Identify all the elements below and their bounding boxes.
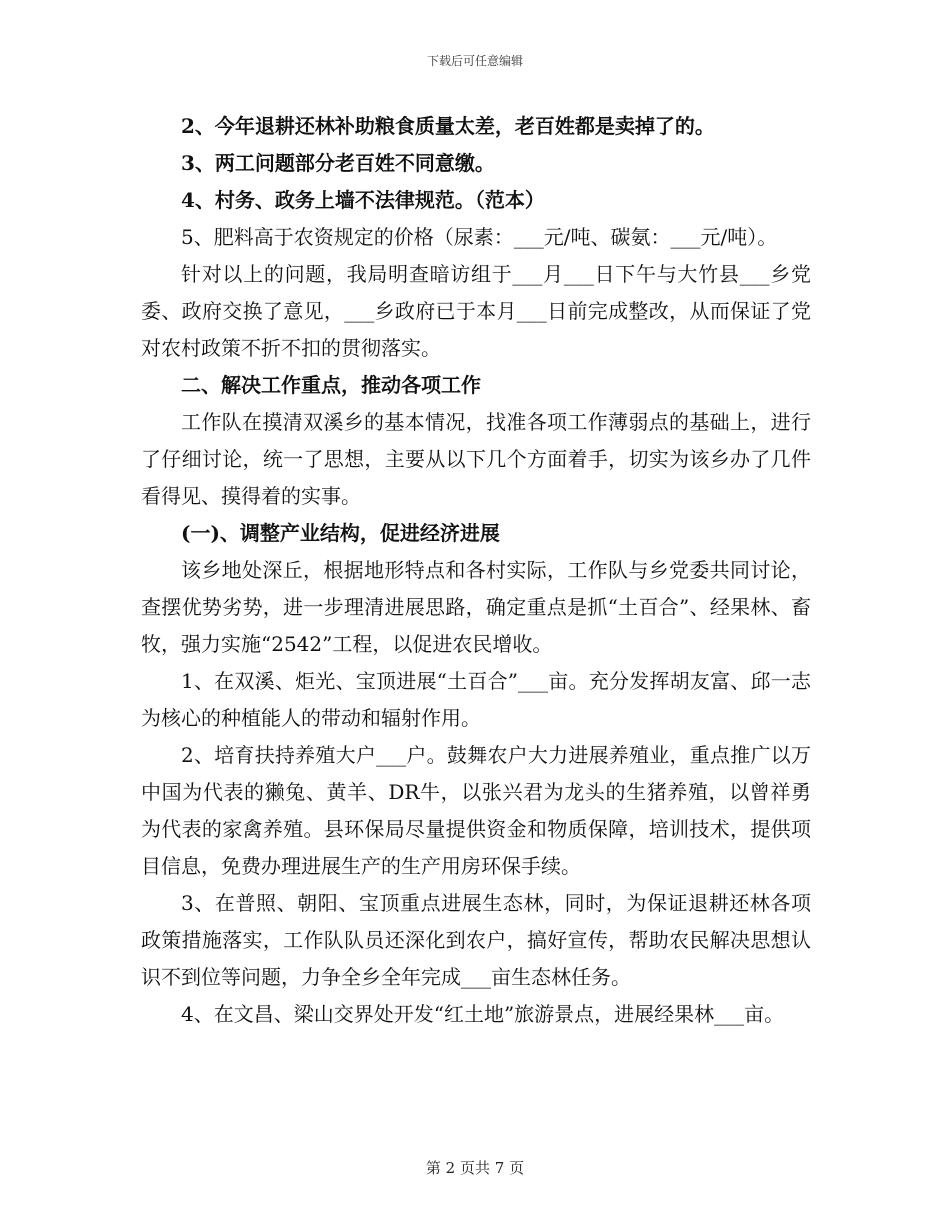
paragraph-6: 工作队在摸清双溪乡的基本情况，找准各项工作薄弱点的基础上，进行了仔细讨论，统一了思想，主要从以下几个方面着手，切实为该乡办了几件看得见、摸得着的实事。 bbox=[141, 410, 811, 508]
paragraph-11: 4、在文昌、梁山交界处开发“红土地”旅游景点，进展经果林___亩。 bbox=[181, 1002, 785, 1026]
paragraph-7: 该乡地处深丘，根据地形特点和各村实际，工作队与乡党委共同讨论，查摆优势劣势，进一步理清进展思路，确定重点是抓“土百合”、经果林、畜牧，强力实施“2542”工程，以促进农民增收。 bbox=[141, 558, 811, 656]
subsection-heading-1: (一)、调整产业结构，促进经济进展 bbox=[181, 521, 500, 545]
paragraph-2: 3、两工问题部分老百姓不同意缴。 bbox=[181, 151, 495, 175]
paragraph-4: 5、肥料高于农资规定的价格（尿素：___元/吨、碳氨：___元/吨）。 bbox=[181, 225, 778, 249]
paragraph-9: 2、培育扶持养殖大户___户。鼓舞农户大力进展养殖业，重点推广以万中国为代表的獭兔、黄羊、DR牛，以张兴君为龙头的生猪养殖，以曾祥勇为代表的家禽养殖。县环保局尽量提供资金和物质保障，培训技术，提供项目信息，免费办理进展生产的生产用房环保手续。 bbox=[141, 743, 811, 878]
document-body bbox=[141, 108, 811, 1033]
section-heading-2: 二、解决工作重点，推动各项工作 bbox=[181, 373, 481, 397]
page-footer: 第 2 页共 7 页 bbox=[425, 1159, 525, 1177]
page-header: 下载后可任意编辑 bbox=[426, 54, 523, 68]
paragraph-5: 针对以上的问题，我局明查暗访组于___月___日下午与大竹县___乡党委、政府交换了意见，___乡政府已于本月___日前完成整改，从而保证了党对农村政策不折不扣的贯彻落实。 bbox=[141, 262, 811, 360]
paragraph-3: 4、村务、政务上墙不法律规范。（范本） bbox=[181, 188, 545, 212]
paragraph-8: 1、在双溪、炬光、宝顶进展“土百合”___亩。充分发挥胡友富、邱一志为核心的种植能人的带动和辐射作用。 bbox=[141, 669, 811, 730]
paragraph-10: 3、在普照、朝阳、宝顶重点进展生态林，同时，为保证退耕还林各项政策措施落实，工作队队员还深化到农户，搞好宣传，帮助农民解决思想认识不到位等问题，力争全乡全年完成___亩生态林任务。 bbox=[141, 891, 811, 989]
paragraph-1: 2、今年退耕还林补助粮食质量太差，老百姓都是卖掉了的。 bbox=[181, 114, 715, 138]
